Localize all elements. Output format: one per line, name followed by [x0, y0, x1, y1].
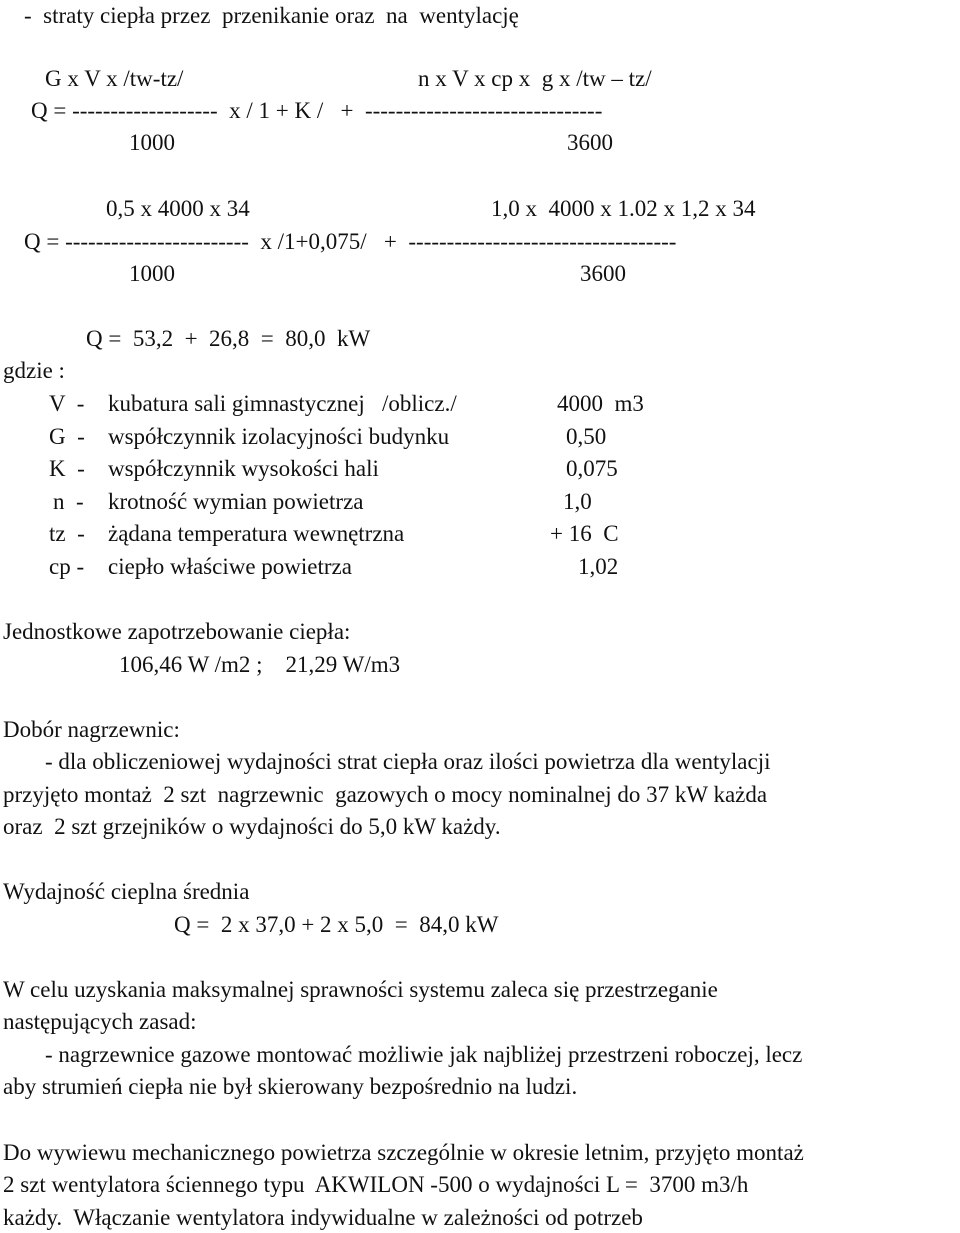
legend-heading: gdzie :	[3, 358, 65, 383]
recommendations-line: następujących zasad:	[3, 1009, 197, 1034]
legend-value: 1,0	[563, 489, 592, 514]
intro-heading: - straty ciepła przez przenikanie oraz na wentylację	[24, 3, 519, 28]
legend-symbol: G -	[49, 424, 85, 449]
average-output-heading: Wydajność cieplna średnia	[3, 879, 250, 904]
unit-demand-values: 106,46 W /m2 ; 21,29 W/m3	[119, 652, 401, 677]
formula-values-numerator-right: 1,0 x 4000 x 1.02 x 1,2 x 34	[491, 196, 756, 221]
legend-description: żądana temperatura wewnętrzna	[108, 521, 405, 546]
heater-selection-heading: Dobór nagrzewnic:	[3, 717, 180, 742]
legend-value: + 16 C	[550, 521, 619, 546]
formula-general-denominator-right: 3600	[567, 130, 613, 155]
legend-description: współczynnik wysokości hali	[108, 456, 379, 481]
legend-description: kubatura sali gimnastycznej /oblicz./	[108, 391, 457, 416]
legend-symbol: tz -	[49, 521, 85, 546]
result-formula: Q = 53,2 + 26,8 = 80,0 kW	[86, 326, 371, 351]
legend-value: 1,02	[578, 554, 619, 579]
heater-selection-line: przyjęto montaż 2 szt nagrzewnic gazowych o mocy nominalnej do 37 kW każda	[3, 782, 768, 807]
formula-values-denominator-left: 1000	[129, 261, 175, 286]
formula-general-numerator-right: n x V x cp x g x /tw – tz/	[418, 66, 652, 91]
exhaust-line: 2 szt wentylatora ściennego typu AKWILON -500 o wydajności L = 3700 m3/h	[3, 1172, 749, 1197]
heater-selection-line: oraz 2 szt grzejników o wydajności do 5,0 kW każdy.	[3, 814, 501, 839]
formula-values-main-line: Q = ------------------------ x /1+0,075/ + -----------------------------------	[24, 229, 677, 254]
legend-value: 4000 m3	[557, 391, 644, 416]
legend-description: ciepło właściwe powietrza	[108, 554, 352, 579]
legend-symbol: cp -	[49, 554, 85, 579]
exhaust-line: Do wywiewu mechanicznego powietrza szczególnie w okresie letnim, przyjęto montaż	[3, 1140, 804, 1165]
recommendations-line: - nagrzewnice gazowe montować możliwie jak najbliżej przestrzeni roboczej, lecz	[45, 1042, 803, 1067]
average-output-formula: Q = 2 x 37,0 + 2 x 5,0 = 84,0 kW	[174, 912, 499, 937]
formula-values-numerator-left: 0,5 x 4000 x 34	[106, 196, 250, 221]
heater-selection-line: - dla obliczeniowej wydajności strat ciepła oraz ilości powietrza dla wentylacji	[45, 749, 771, 774]
exhaust-line: każdy. Włączanie wentylatora indywidualne w zależności od potrzeb	[3, 1205, 643, 1230]
formula-values-denominator-right: 3600	[580, 261, 626, 286]
legend-symbol: V -	[49, 391, 85, 416]
legend-symbol: n -	[53, 489, 84, 514]
formula-general-main-line: Q = ------------------- x / 1 + K / + -------------------------------	[31, 98, 603, 123]
recommendations-line: W celu uzyskania maksymalnej sprawności systemu zaleca się przestrzeganie	[3, 977, 718, 1002]
legend-description: krotność wymian powietrza	[108, 489, 364, 514]
legend-symbol: K -	[49, 456, 85, 481]
legend-value: 0,50	[566, 424, 607, 449]
formula-general-numerator-left: G x V x /tw-tz/	[45, 66, 184, 91]
formula-general-denominator-left: 1000	[129, 130, 175, 155]
recommendations-line: aby strumień ciepła nie był skierowany bezpośrednio na ludzi.	[3, 1074, 578, 1099]
unit-demand-heading: Jednostkowe zapotrzebowanie ciepła:	[3, 619, 351, 644]
legend-value: 0,075	[566, 456, 618, 481]
legend-description: współczynnik izolacyjności budynku	[108, 424, 450, 449]
